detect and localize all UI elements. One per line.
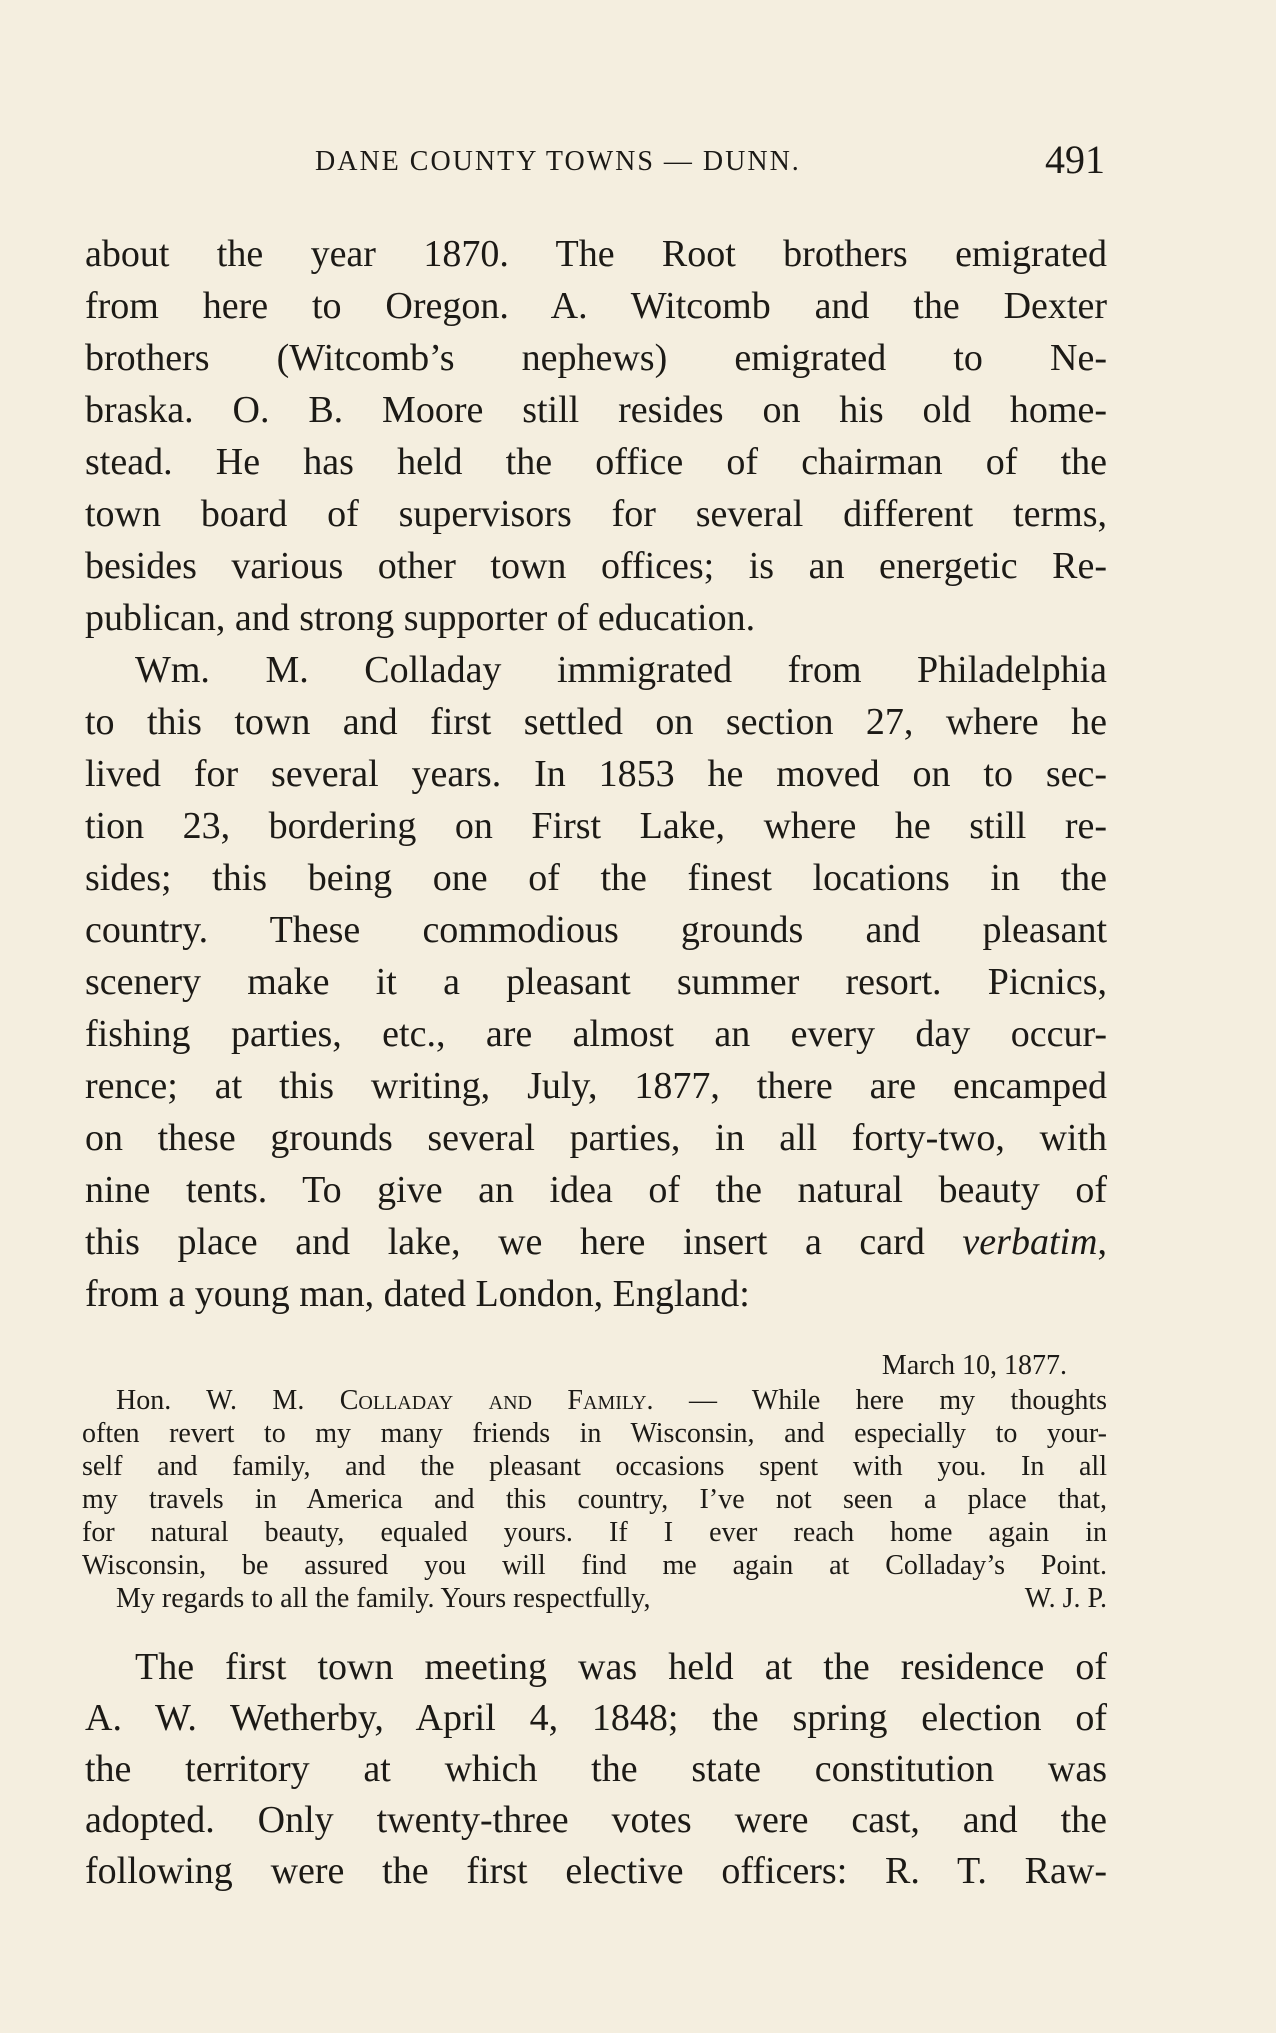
- letter-signature: W. J. P.: [1024, 1583, 1107, 1614]
- text-line: following were the first elective officers: R. T. Raw-: [85, 1850, 1107, 1892]
- text-line: braska. O. B. Moore still resides on his old home-: [85, 389, 1107, 431]
- letter-line: often revert to my many friends in Wisconsin, and especially to your-: [82, 1418, 1107, 1449]
- letter-line: Wisconsin, be assured you will find me again at Colladay’s Point.: [82, 1550, 1107, 1581]
- text-line: from a young man, dated London, England:: [85, 1273, 750, 1315]
- text-line: A. W. Wetherby, April 4, 1848; the spring election of: [85, 1697, 1107, 1739]
- letter-date: March 10, 1877.: [881, 1350, 1067, 1381]
- page-header: [85, 136, 1105, 186]
- text-line: brothers (Witcomb’s nephews) emigrated to Ne-: [85, 337, 1107, 379]
- letter-salutation-rest: — While here my thoughts: [653, 1385, 1107, 1416]
- text-line: about the year 1870. The Root brothers emigrated: [85, 233, 1107, 275]
- text-line: publican, and strong supporter of education.: [85, 597, 756, 639]
- text-line: adopted. Only twenty-three votes were cast, and the: [85, 1799, 1107, 1841]
- text-line: from here to Oregon. A. Witcomb and the Dexter: [85, 285, 1107, 327]
- text-line: lived for several years. In 1853 he moved on to sec-: [85, 753, 1107, 795]
- main-text-continued: [85, 1642, 1107, 1897]
- text-line: stead. He has held the office of chairman of the: [85, 441, 1107, 483]
- text-line: nine tents. To give an idea of the natural beauty of: [85, 1169, 1107, 1211]
- letter-salutation-prefix: Hon. W. M.: [116, 1385, 340, 1416]
- text-line: The first town meeting was held at the residence of: [135, 1646, 1107, 1688]
- text-line: fishing parties, etc., are almost an every day occur-: [85, 1013, 1107, 1055]
- text-line: besides various other town offices; is an energetic Re-: [85, 545, 1107, 587]
- letter-closing-line: [82, 1582, 1107, 1615]
- text-line: tion 23, bordering on First Lake, where he still re-: [85, 805, 1107, 847]
- text-line: the territory at which the state constitution was: [85, 1748, 1107, 1790]
- text-line: [85, 1216, 1107, 1268]
- letter-line: self and family, and the pleasant occasions spent with you. In all: [82, 1451, 1107, 1482]
- letter-salutation-name: Colladay and Family.: [339, 1385, 654, 1416]
- text-segment: ,: [1097, 1221, 1107, 1263]
- letter-line: my travels in America and this country, I’ve not seen a place that,: [82, 1484, 1107, 1515]
- page-number: 491: [1045, 137, 1105, 182]
- text-line: Wm. M. Colladay immigrated from Philadelphia: [135, 649, 1107, 691]
- text-line: country. These commodious grounds and pleasant: [85, 909, 1107, 951]
- text-segment: this place and lake, we here insert a card: [85, 1221, 963, 1263]
- letter-closing: My regards to all the family. Yours respectfully,: [116, 1583, 651, 1614]
- text-line: rence; at this writing, July, 1877, there are encamped: [85, 1065, 1107, 1107]
- letter-line: [82, 1384, 1107, 1417]
- main-text: [85, 228, 1107, 1320]
- text-line: scenery make it a pleasant summer resort. Picnics,: [85, 961, 1107, 1003]
- quoted-letter: [82, 1348, 1107, 1615]
- letter-line: for natural beauty, equaled yours. If I ever reach home again in: [82, 1517, 1107, 1548]
- text-line: to this town and first settled on section 27, where he: [85, 701, 1107, 743]
- running-title: DANE COUNTY TOWNS — DUNN.: [315, 146, 801, 177]
- text-line: town board of supervisors for several different terms,: [85, 493, 1107, 535]
- text-line: sides; this being one of the finest locations in the: [85, 857, 1107, 899]
- text-line: on these grounds several parties, in all forty-two, with: [85, 1117, 1107, 1159]
- italic-word: verbatim: [962, 1221, 1098, 1263]
